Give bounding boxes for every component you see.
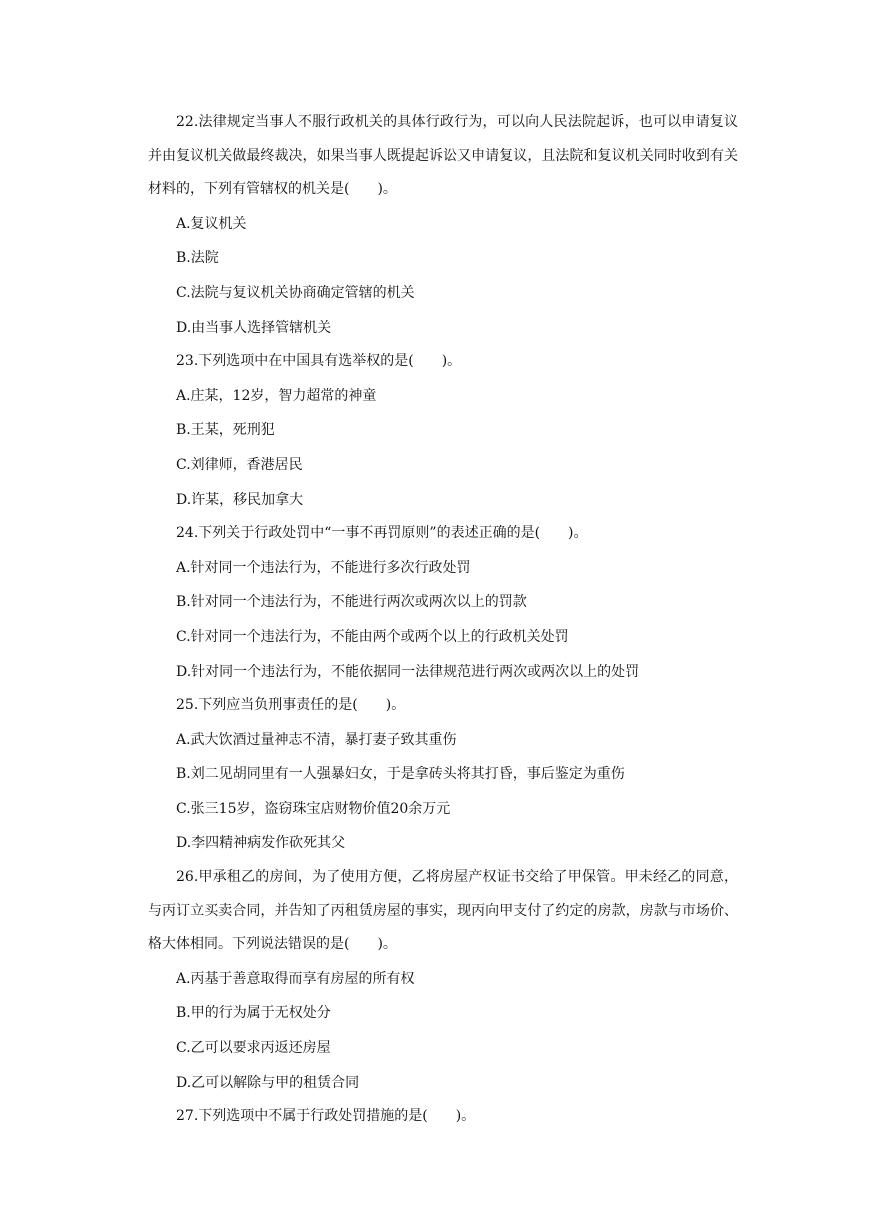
question-25-option-b: B.刘二见胡同里有一人强暴妇女，于是拿砖头将其打昏，事后鉴定为重伤 <box>176 766 625 783</box>
question-22-stem: 22.法律规定当事人不服行政机关的具体行政行为，可以向人民法院起诉，也可以申请复议并由复议机关做最终裁决，如果当事人既提起诉讼又申请复议，且法院和复议机关同时收到有关材料的，下列有管辖权的机关是( )。 <box>148 114 738 198</box>
question-27-stem: 27.下列选项中不属于行政处罚措施的是( )。 <box>176 1108 476 1125</box>
question-list <box>148 106 738 1134</box>
question-25-option-c: C.张三15岁，盗窃珠宝店财物价值20余万元 <box>176 800 451 817</box>
question-23-stem: 23.下列选项中在中国具有选举权的是( )。 <box>176 353 462 370</box>
question-25-option-a: A.武大饮酒过量神志不清，暴打妻子致其重伤 <box>176 731 457 748</box>
question-23-option-b: B.王某，死刑犯 <box>176 422 275 439</box>
question-23-option-a: A.庄某，12岁，智力超常的神童 <box>176 387 377 404</box>
question-26-option-d: D.乙可以解除与甲的租赁合同 <box>176 1074 360 1091</box>
question-22-option-a: A.复议机关 <box>176 215 247 232</box>
question-25-stem: 25.下列应当负刑事责任的是( )。 <box>176 697 406 714</box>
question-26-option-c: C.乙可以要求丙返还房屋 <box>176 1040 331 1057</box>
question-26-option-b: B.甲的行为属于无权处分 <box>176 1005 331 1022</box>
question-24-option-b: B.针对同一个违法行为，不能进行两次或两次以上的罚款 <box>176 594 527 611</box>
question-24-stem: 24.下列关于行政处罚中“一事不再罚原则”的表述正确的是( )。 <box>176 525 588 542</box>
question-26-option-a: A.丙基于善意取得而享有房屋的所有权 <box>176 970 415 987</box>
question-25-option-d: D.李四精神病发作砍死其父 <box>176 835 346 852</box>
question-24-option-d: D.针对同一个违法行为，不能依据同一法律规范进行两次或两次以上的处罚 <box>176 663 640 680</box>
question-22-option-c: C.法院与复议机关协商确定管辖的机关 <box>176 284 415 301</box>
question-24-option-a: A.针对同一个违法行为，不能进行多次行政处罚 <box>176 559 471 576</box>
question-22-option-b: B.法院 <box>176 250 219 267</box>
question-26-stem: 26.甲承租乙的房间，为了使用方便，乙将房屋产权证书交给了甲保管。甲未经乙的同意，与丙订立买卖合同，并告知了丙租赁房屋的事实，现丙向甲支付了约定的房款，房款与市场价、格大体相同。下列说法错误的是( )。 <box>148 869 738 953</box>
question-23-option-d: D.许某，移民加拿大 <box>176 491 304 508</box>
question-22-option-d: D.由当事人选择管辖机关 <box>176 319 332 336</box>
question-24-option-c: C.针对同一个违法行为，不能由两个或两个以上的行政机关处罚 <box>176 628 569 645</box>
question-23-option-c: C.刘律师，香港居民 <box>176 456 303 473</box>
